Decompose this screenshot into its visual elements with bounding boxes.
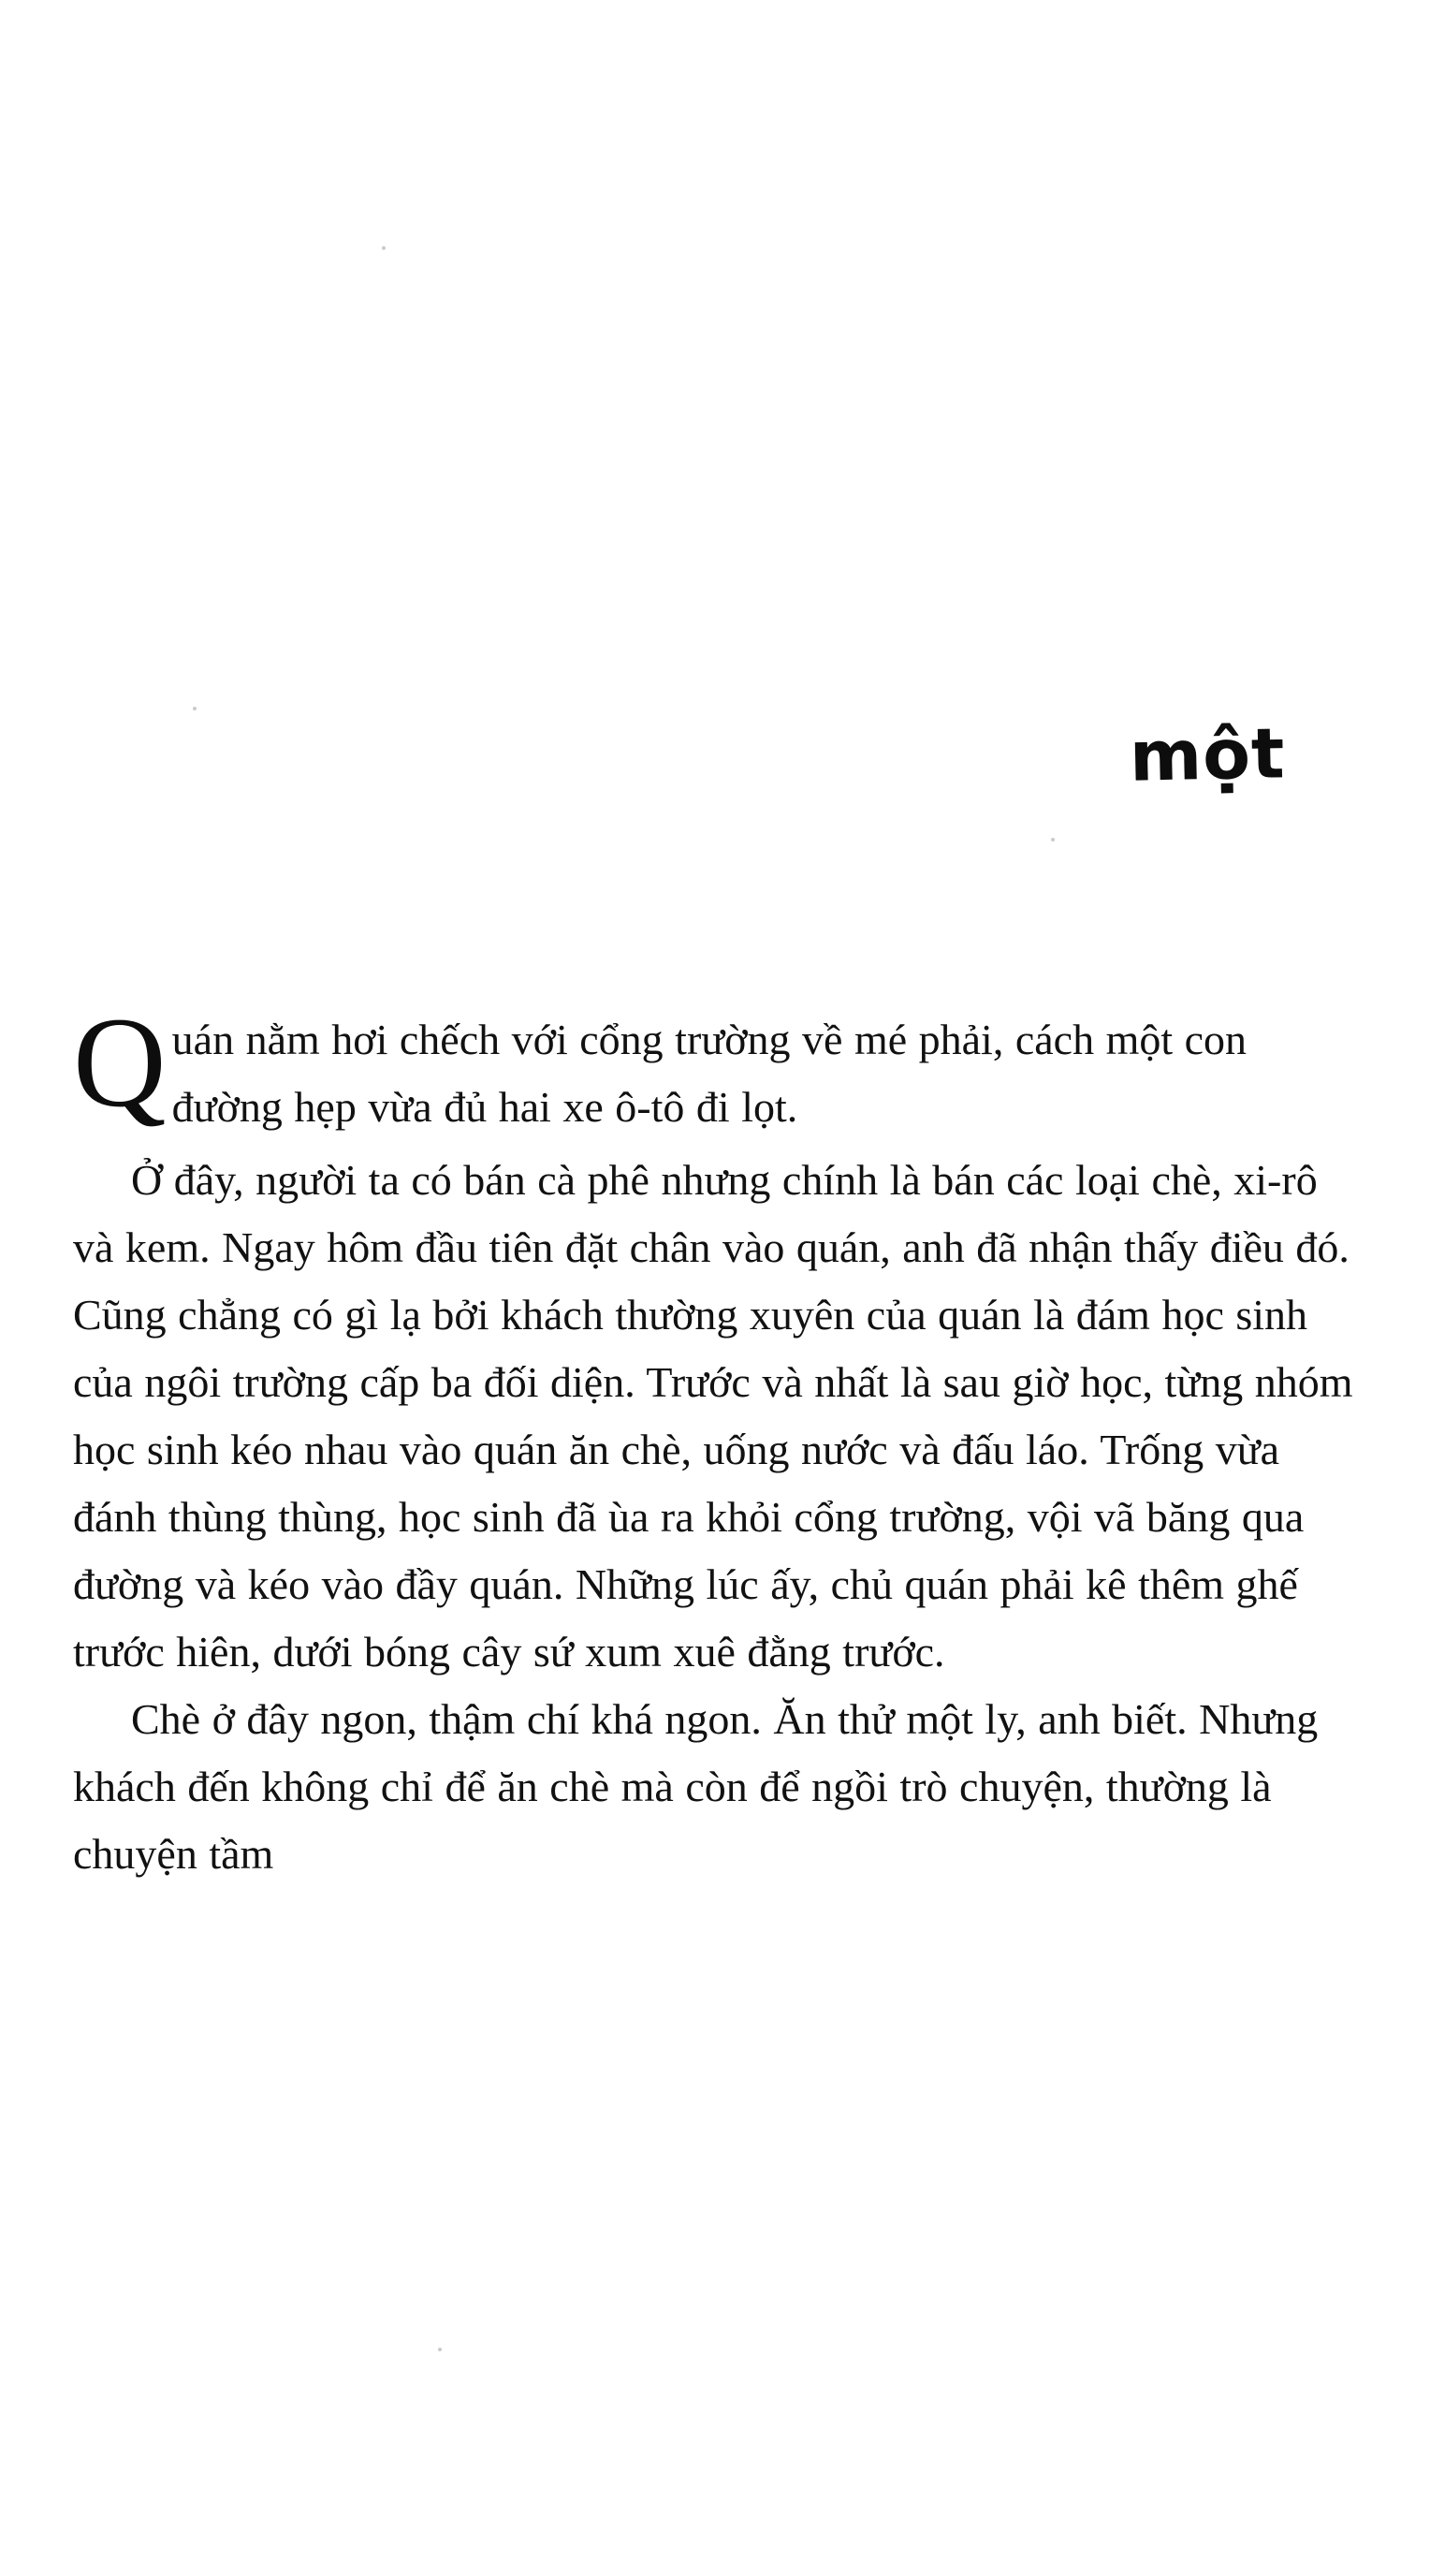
page-speck [438,2348,442,2351]
paragraph-2-text: Ở đây, người ta có bán cà phê nhưng chính là bán các loại chè, xi-rô và kem. Ngay hôm đầu tiên đặt chân vào quán, anh đã nhận thấy điều đó. Cũng chẳng có gì lạ bởi khách thường xuyên của quán là đám học sinh của ngôi trường cấp ba đối diện. Trước và nhất là sau giờ học, từng nhóm học sinh kéo nhau vào quán ăn chè, uống nước và đấu láo. Trống vừa đánh thùng thùng, học sinh đã ùa ra khỏi cổng trường, vội vã băng qua đường và kéo vào đầy quán. Những lúc ấy, chủ quán phải kê thêm ghế trước hiên, dưới bóng cây sứ xum xuê đằng trước. [73,1156,1353,1676]
drop-cap: Q [73,990,167,1134]
page-speck [193,707,197,710]
paragraph-2 [73,1147,1357,1686]
body-text-block [73,990,1357,1888]
paragraph-1 [73,990,1357,1147]
paragraph-3-text: Chè ở đây ngon, thậm chí khá ngon. Ăn thử một ly, anh biết. Nhưng khách đến không chỉ để ăn chè mà còn để ngồi trò chuyện, thường là chuyện tầm [73,1695,1319,1878]
page-speck [1051,838,1055,842]
paragraph-1-text: uán nằm hơi chếch với cổng trường về mé phải, cách một con đường hẹp vừa đủ hai xe ô-tô đi lọt. [171,1016,1248,1131]
chapter-number: một [1128,713,1286,798]
paragraph-3 [73,1686,1357,1888]
page-speck [382,246,386,250]
